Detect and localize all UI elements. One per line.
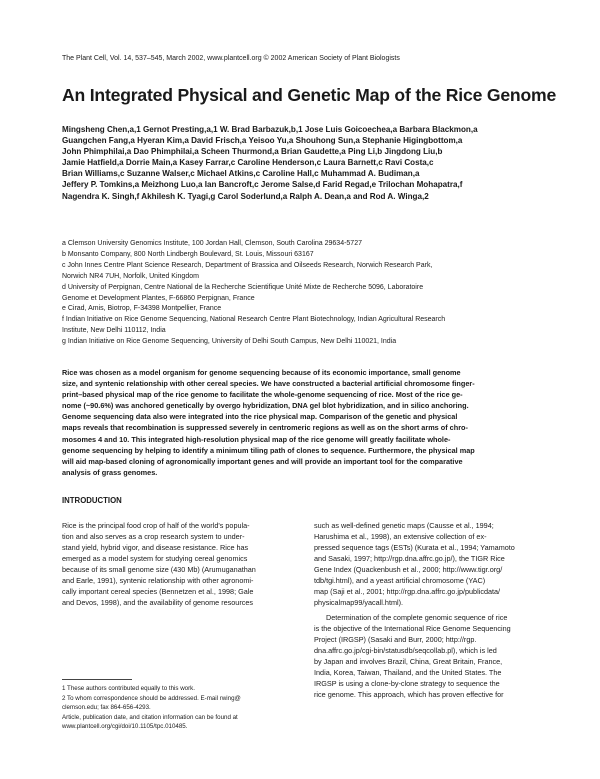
affiliation-line: b Monsanto Company, 800 North Lindbergh Boulevard, St. Louis, Missouri 63167 (62, 250, 314, 258)
body-line: by Japan and involves Brazil, China, Great Britain, France, (314, 657, 503, 666)
body-line: tdb/tgi.html), and a yeast artificial chromosome (YAC) (314, 576, 486, 585)
affiliation-line: Genome et Development Plantes, F-66860 Perpignan, France (62, 294, 255, 302)
abstract-line: will aid map-based cloning of agronomically important genes and will provide an important tool for the comparative (62, 456, 463, 466)
author-line: Jamie Hatfield,a Dorrie Main,a Kasey Farrar,c Caroline Henderson,c Laura Barnett,c Ravi Costa,c (62, 158, 434, 168)
affiliation-line: f Indian Initiative on Rice Genome Sequencing, National Research Centre Plant Biotechnology, Indian Agricultural Research (62, 316, 446, 324)
author-line: Mingsheng Chen,a,1 Gernot Presting,a,1 W. Brad Barbazuk,b,1 Jose Luis Goicoechea,a Barbara Blackmon,a (62, 125, 478, 134)
body-line: and Sasaki, 1997; http://rgp.dna.affrc.go.jp/), the TIGR Rice (314, 554, 505, 563)
author-line: John Phimphilai,a Dao Phimphilai,a Scheen Thurmond,a Brian Gaudette,a Ping Li,b Jingdong Liu,b (62, 147, 443, 157)
body-line: IRGSP is using a clone-by-clone strategy to sequence the (314, 679, 500, 688)
affiliation-line: e Cirad, Amis, Biotrop, F-34398 Montpellier, France (62, 305, 222, 313)
footnote-line: 1 These authors contributed equally to this work. (62, 685, 195, 692)
abstract-line: print–based physical map of the rice genome to facilitate the whole-genome sequencing of rice. Most of the rice ge- (62, 390, 463, 400)
body-line: because of its small genome size (430 Mb) (Arumuganathan (62, 565, 256, 574)
abstract (62, 367, 542, 478)
body-column-right (314, 520, 542, 700)
abstract-line: Rice was chosen as a model organism for genome sequencing because of its economic importance, small genome (62, 368, 461, 377)
body-line: tion and also serves as a crop research system to under- (62, 532, 245, 541)
affiliation-line: Norwich NR4 7UH, Norfolk, United Kingdom (62, 272, 199, 280)
body-line: map (Saji et al., 2001; http://rgp.dna.affrc.go.jp/publicdata/ (314, 587, 501, 596)
author-line: Guangchen Fang,a Hyeran Kim,a David Frisch,a Yeisoo Yu,a Shouhong Sun,a Stephanie Higingbottom,a (62, 136, 463, 146)
body-line: Rice is the principal food crop of half of the world's popula- (62, 521, 250, 530)
abstract-line: analysis of grass genomes. (62, 467, 158, 477)
body-line: Determination of the complete genomic sequence of rice (326, 613, 508, 622)
body-line: Project (IRGSP) (Sasaki and Burr, 2000; http://rgp. (314, 635, 477, 644)
affiliation-line: d University of Perpignan, Centre National de la Recherche Scientifique Unité Mixte de Recherche 5096, Laboratoire (62, 283, 424, 291)
footnote-line: clemson.edu; fax 864-656-4293. (62, 704, 151, 712)
footnote-line: Article, publication date, and citation information can be found at (62, 713, 238, 721)
body-line: is the objective of the International Rice Genome Sequencing (314, 624, 511, 633)
body-line: emerged as a model system for studying cereal genomics (62, 554, 248, 563)
body-line: such as well-defined genetic maps (Causse et al., 1994; (314, 521, 494, 530)
footnotes (62, 684, 290, 732)
affiliation-list (62, 239, 542, 348)
footnote-line: 2 To whom correspondence should be addressed. E-mail rwing@ (62, 694, 241, 702)
footnote-line: www.plantcell.org/cgi/doi/10.1105/tpc.010485. (62, 723, 188, 731)
author-line: Brian Williams,c Suzanne Walser,c Michael Atkins,c Caroline Hall,c Muhammad A. Budiman,a (62, 169, 420, 179)
body-line: cally important cereal species (Bennetzen et al., 1998; Gale (62, 587, 254, 596)
abstract-line: genome sequencing by helping to identify a minimum tiling path of clones to sequence. Furthermore, the physical map (62, 445, 475, 455)
body-line: Gene Index (Quackenbush et al., 2000; http://www.tigr.org/ (314, 565, 503, 574)
body-line: physicalmap99/yacall.html). (314, 598, 404, 607)
abstract-line: mosomes 4 and 10. This integrated high-resolution physical map of the rice genome will greatly facilitate whole- (62, 434, 451, 444)
affiliation-line: g Indian Initiative on Rice Genome Sequencing, University of Delhi South Campus, New Delhi 110021, India (62, 338, 397, 346)
body-line: dna.affrc.go.jp/cgi-bin/statusdb/seqcollab.pl), which is led (314, 646, 497, 655)
author-list (62, 124, 542, 202)
abstract-line: Genome sequencing data also were integrated into the rice physical map. Comparison of the genetic and physical (62, 412, 458, 422)
body-line: Harushima et al., 1998), an extensive collection of ex- (314, 532, 487, 541)
abstract-line: size, and syntenic relationship with other cereal species. We have constructed a bacterial artificial chromosome finger- (62, 379, 475, 389)
body-column-left (62, 520, 290, 608)
body-line: and Earle, 1991), syntenic relationship with other agronomi- (62, 576, 254, 585)
affiliation-line: c John Innes Centre Plant Science Research, Department of Brassica and Oilseeds Research, Norwich Research Park, (62, 261, 433, 269)
body-line: rice genome. This approach, which has proven effective for (314, 690, 504, 699)
body-line: pressed sequence tags (ESTs) (Kurata et al., 1994; Yamamoto (314, 543, 515, 552)
body-line: stand yield, hybrid vigor, and disease resistance. Rice has (62, 543, 249, 552)
article-title: An Integrated Physical and Genetic Map of the Rice Genome (62, 85, 557, 105)
author-line: Jeffery P. Tomkins,a Meizhong Luo,a Ian Bancroft,c Jerome Salse,d Farid Regad,e Trilochan Mohapatra,f (62, 180, 463, 190)
abstract-line: maps reveals that recombination is suppressed severely in centromeric regions as well as on the short arms of chro- (62, 423, 468, 433)
affiliation-line: Institute, New Delhi 110112, India (62, 327, 166, 335)
abstract-line: nome (~90.6%) was anchored genetically by overgo hybridization, DNA gel blot hybridization, and in silico anchoring. (62, 401, 469, 411)
footnote-divider (62, 679, 132, 680)
body-line: and Devos, 1998), and the availability of genome resources (62, 598, 254, 607)
section-heading-introduction: INTRODUCTION (62, 496, 122, 505)
body-line: India, Korea, Taiwan, Thailand, and the United States. The (314, 668, 502, 677)
running-header: The Plant Cell, Vol. 14, 537–545, March 2002, www.plantcell.org © 2002 American Society of Plant Biologists (62, 55, 400, 62)
author-line: Nagendra K. Singh,f Akhilesh K. Tyagi,g Carol Soderlund,a Ralph A. Dean,a and Rod A. Winga,2 (62, 191, 429, 201)
affiliation-line: a Clemson University Genomics Institute, 100 Jordan Hall, Clemson, South Carolina 29634-5727 (62, 240, 362, 247)
